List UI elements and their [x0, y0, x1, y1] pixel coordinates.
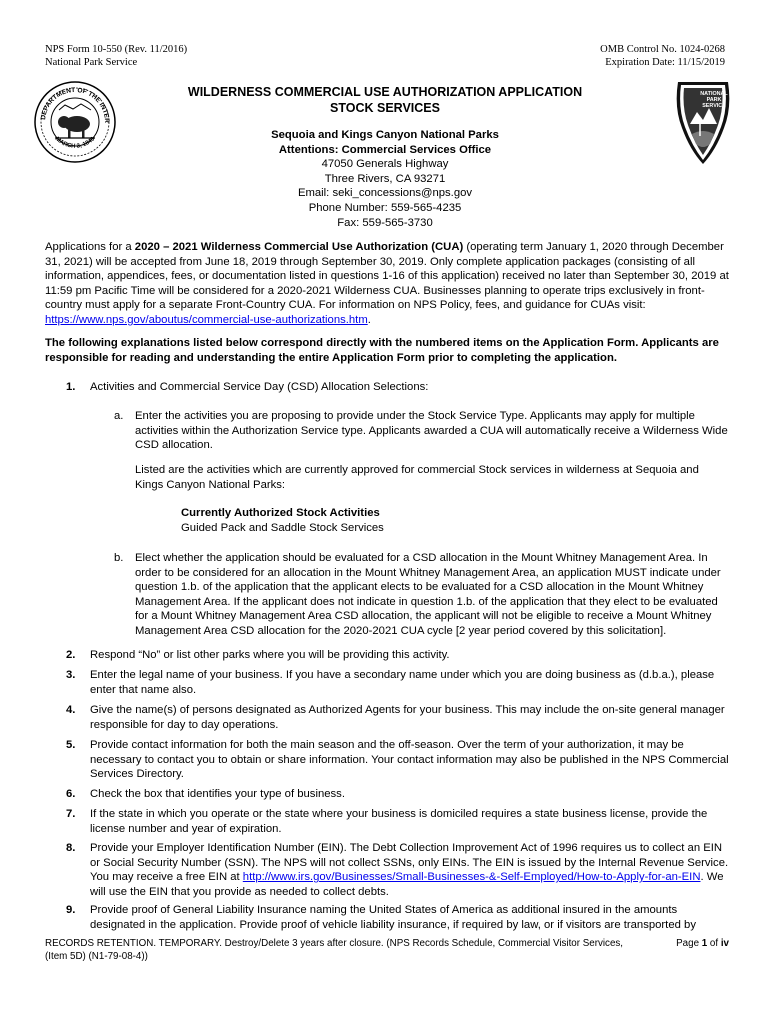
- omb-control-number: OMB Control No. 1024-0268: [600, 44, 725, 55]
- email-line: Email: seki_concessions@nps.gov: [297, 187, 473, 200]
- title-line-2: STOCK SERVICES: [330, 101, 440, 115]
- item-8-text: [90, 841, 730, 899]
- item-1a-text: Enter the activities you are proposing to provide under the Stock Service Type. Applicants may apply for multiple activities within the Authorization Service type. Applicants awarded a CUA will automatically receive a Wilderness Wide CSD allocation.: [135, 410, 728, 452]
- item-1b-letter: b.: [114, 552, 124, 564]
- park-name: Sequoia and Kings Canyon National Parks: [271, 129, 499, 141]
- nps-badge-line3: SERVICE: [702, 103, 726, 109]
- intro-text-body: (operating term January 1, 2020 through December 31, 2021) will be accepted from June 18, 2019 through September 30, 2019. Only complete application packages (consisting of all information, appendices, fees, or documentation listed in questions 1-16 of this application) received no later than September 30, 2019 at 11:59 pm Pacific Time will be considered for a 2020-2021 Wilderness CUA. Businesses planning to operate trips exclusively in front-country must apply for a separate Front-Country CUA. For information on NPS Policy, fees, and guidance for CUAs visit:: [45, 241, 729, 312]
- item-7-text: If the state in which you operate or the state where your business is domiciled requires a state business license, provide the license number and year of expiration.: [90, 808, 708, 835]
- item-6-text: Check the box that identifies your type of business.: [90, 788, 345, 800]
- city-address: Three Rivers, CA 93271: [324, 172, 446, 185]
- item-1a-letter: a.: [114, 410, 124, 422]
- item-4-text: Give the name(s) of persons designated as Authorized Agents for your business. This may include the on-site general manager responsible for day to day operations.: [90, 704, 725, 731]
- item-5-text: Provide contact information for both the main season and the off-season. Over the term of your authorization, it may be necessary to contact you to obtain or share information. Your contact information may also be published in the NPS Commercial Services Directory.: [90, 739, 729, 781]
- doi-seal-icon: [33, 80, 117, 164]
- item-6-number: 6.: [66, 788, 76, 800]
- intro-paragraph: [45, 240, 729, 328]
- doi-seal-text-bottom: MARCH 3, 1849: [53, 136, 97, 150]
- attention-line: Attentions: Commercial Services Office: [278, 143, 492, 156]
- nps-badge-line1: NATIONAL: [700, 91, 728, 97]
- item-2-text: Respond “No” or list other parks where you will be providing this activity.: [90, 649, 450, 661]
- item-1b-text: Elect whether the application should be evaluated for a CSD allocation in the Mount Whitney Management Area. In order to be considered for an allocation in the Mount Whitney Management Area, an application MUST indicate under question 1.b. of the application that the applicant elects to be evaluated for a CSD allocation in the Mount Whitney Management Area. If the applicant does not indicate in question 1.b. of the application that they elect to be evaluated for a Mount Whitney Management Area CSD allocation, the applicant will not be eligible to receive a Mount Whitney Management Area CSD allocation for the 2020-2021 CUA cycle [2 year period covered by this solicitation].: [135, 552, 721, 637]
- item-8-tail: . We will use the EIN that you provide as needed to collect debts.: [90, 871, 724, 898]
- item-1a-listed: Listed are the activities which are currently approved for commercial Stock services in wilderness at Sequoia and Kings Canyon National Parks:: [135, 464, 699, 491]
- item-5-number: 5.: [66, 739, 76, 751]
- item-3-text: Enter the legal name of your business. If you have a secondary name under which you are doing business as (d.b.a.), please enter that name also.: [90, 669, 715, 696]
- intro-bold-term: 2020 – 2021 Wilderness Commercial Use Authorization (CUA): [134, 241, 464, 253]
- records-retention-item: (Item 5D) (N1-79-08-4)): [45, 951, 148, 962]
- fax-line: Fax: 559-565-3730: [337, 216, 433, 229]
- expiration-date: Expiration Date: 11/15/2019: [605, 57, 725, 68]
- intro-text-start: Applications for a: [45, 241, 135, 253]
- title-line-1: WILDERNESS COMMERCIAL USE AUTHORIZATION APPLICATION: [187, 85, 583, 99]
- agency-name: National Park Service: [45, 57, 138, 68]
- item-1-number: 1.: [66, 381, 76, 393]
- doi-seal-text-top: DEPARTMENT OF THE INTER: [40, 86, 111, 124]
- page-indicator: [676, 938, 729, 950]
- bold-notice: The following explanations listed below correspond directly with the numbered items on the Application Form. Applicants are responsible for reading and understanding the entire Application Form prior to completing the application.: [45, 337, 719, 364]
- form-number: NPS Form 10-550 (Rev. 11/2016): [45, 44, 188, 55]
- authorized-activity-item: Guided Pack and Saddle Stock Services: [181, 522, 384, 534]
- page-total: iv: [720, 938, 729, 949]
- irs-ein-link[interactable]: http://www.irs.gov/Businesses/Small-Businesses-&-Self-Employed/How-to-Apply-for-an-EIN: [242, 871, 701, 884]
- item-8-number: 8.: [66, 842, 76, 854]
- street-address: 47050 Generals Highway: [321, 158, 449, 171]
- page-title: [160, 84, 610, 116]
- page-number: 1: [701, 938, 708, 949]
- cua-info-link[interactable]: https://www.nps.gov/aboutus/commercial-use-authorizations.htm: [45, 313, 368, 326]
- item-3-number: 3.: [66, 669, 76, 681]
- item-1-text: Activities and Commercial Service Day (CSD) Allocation Selections:: [90, 381, 429, 393]
- nps-arrowhead-icon: [670, 78, 736, 168]
- item-7-number: 7.: [66, 808, 76, 820]
- records-retention: RECORDS RETENTION. TEMPORARY. Destroy/Delete 3 years after closure. (NPS Records Schedule, Commercial Visitor Services,: [45, 938, 624, 949]
- authorized-activities-heading: Currently Authorized Stock Activities: [181, 507, 380, 519]
- phone-line: Phone Number: 559-565-4235: [308, 201, 462, 214]
- nps-badge-line2: PARK: [706, 97, 722, 103]
- item-8-body: Provide your Employer Identification Number (EIN). The Debt Collection Improvement Act of 1996 requires us to collect an EIN or Social Security Number (SSN). The NPS will not collect SSNs, only EINs. The EIN is issued by the Internal Revenue Service. You may receive a free EIN at: [90, 842, 729, 884]
- page-of: of: [707, 938, 721, 949]
- item-9-number: 9.: [66, 904, 76, 916]
- page-prefix: Page: [676, 938, 702, 949]
- item-9-text: Provide proof of General Liability Insurance naming the United States of America as additional insured in the amounts designated in the application. Provide proof of vehicle liability insurance, if required by law, or if visitors are transported by: [90, 904, 696, 931]
- address-block: [160, 128, 610, 230]
- intro-text-end: .: [367, 313, 371, 326]
- item-2-number: 2.: [66, 649, 76, 661]
- item-4-number: 4.: [66, 704, 76, 716]
